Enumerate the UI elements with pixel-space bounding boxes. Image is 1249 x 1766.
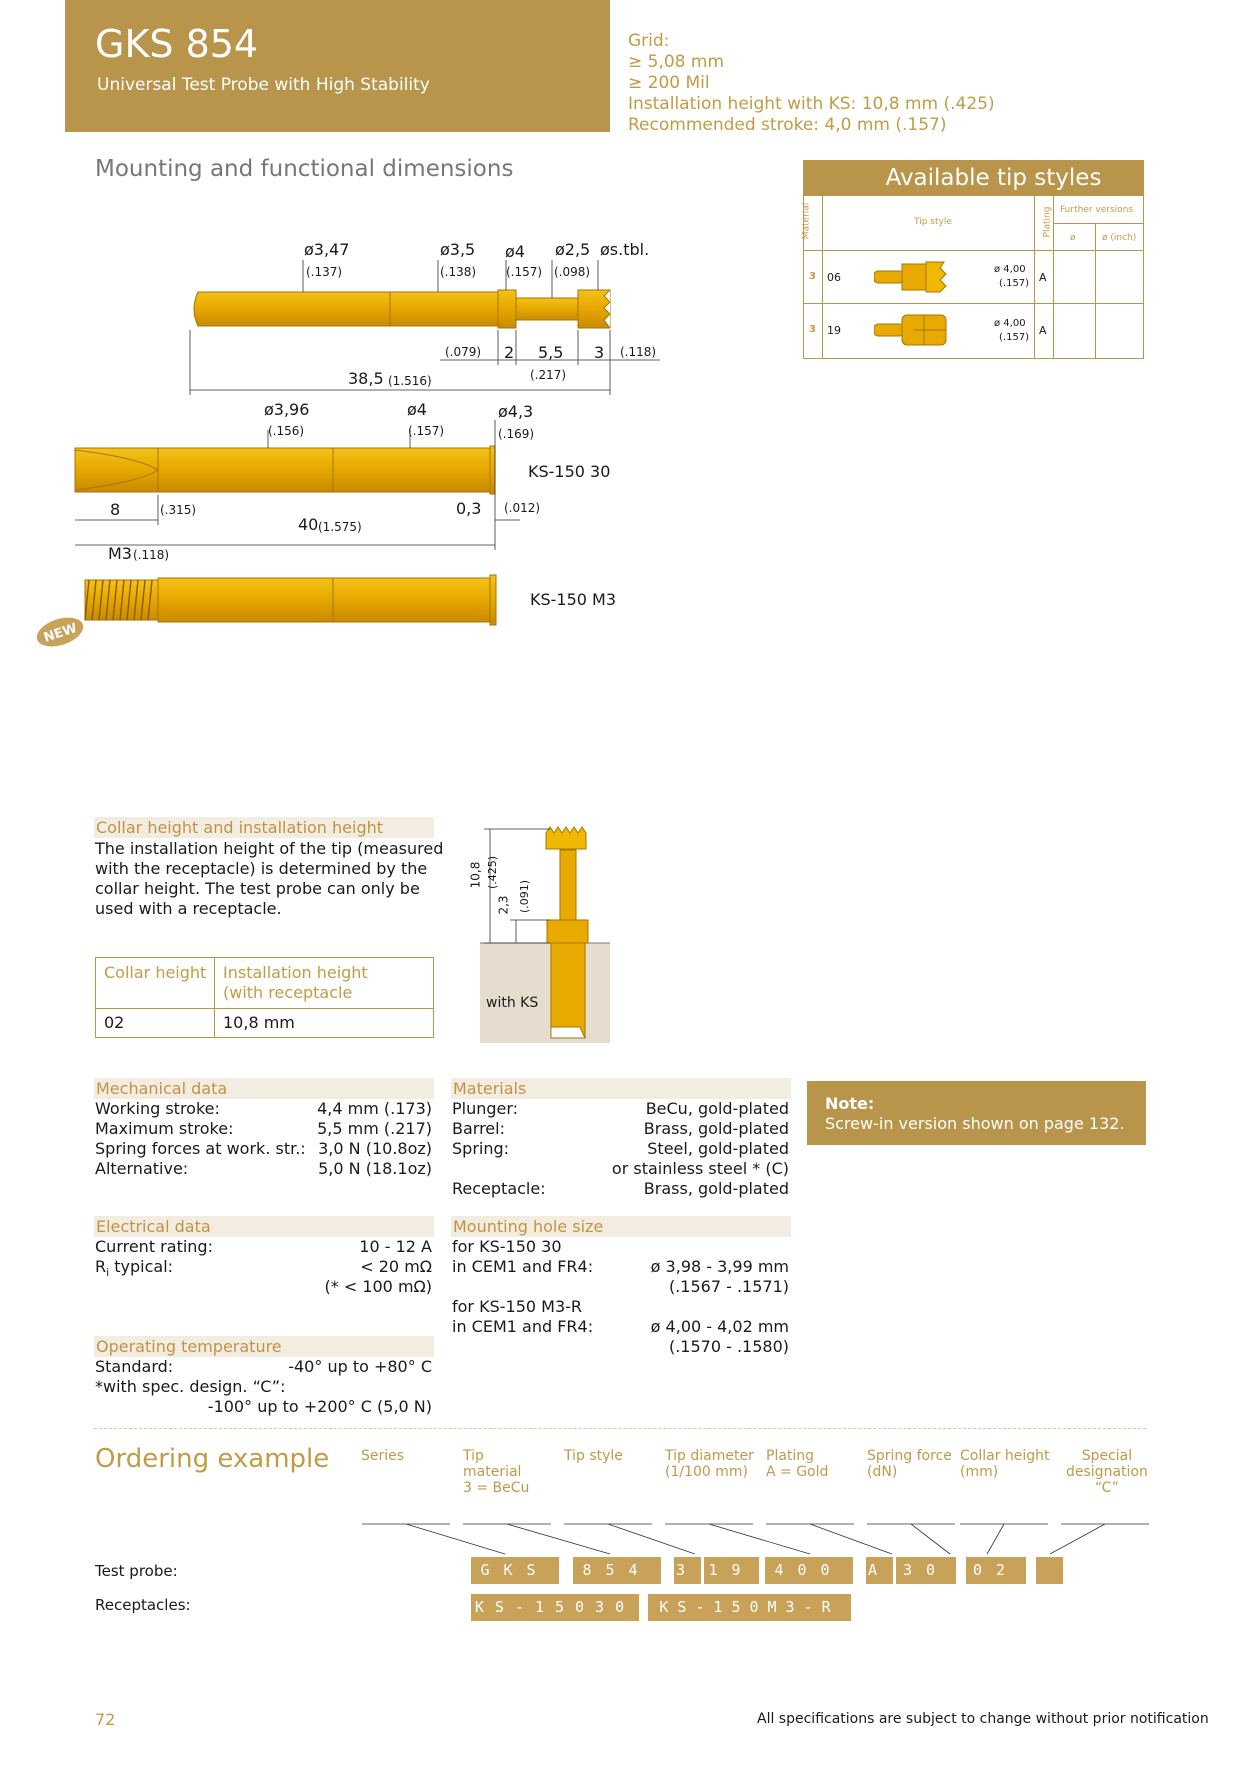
receptacle-box-ks30: KS-15030 [471,1594,639,1621]
temp-standard-value: -40° up to +80° C [288,1357,432,1376]
dim-dia-25: ø2,5 [555,240,591,259]
order-label-series: Series [361,1448,405,1464]
test-probe-label: Test probe: [95,1562,178,1580]
tips-col-further: Further versions [1060,205,1134,215]
receptacles-label: Receptacles: [95,1596,191,1614]
ks30-dim-4-inch: (.157) [408,424,445,438]
dim-2: 2 [504,343,515,362]
ordering-title: Ordering example [95,1444,330,1474]
tips-col-dia: ø [1070,233,1076,243]
order-label-tip-style: Tip style [564,1448,623,1464]
tip-row-19-code: 19 [827,324,841,337]
mat-receptacle-value: Brass, gold-plated [643,1179,789,1198]
materials-title: Materials [451,1078,791,1099]
order-label-plating: Plating A = Gold [766,1448,829,1480]
order-box-plating: A [866,1557,893,1584]
ks-150-m3-drawing [85,575,496,625]
hole-b2: in CEM1 and FR4: [452,1317,594,1336]
hole-a-value-2: (.1567 - .1571) [668,1277,789,1296]
temp-special-value: -100° up to +200° C (5,0 N) [207,1397,432,1416]
mech-value-3: 5,0 N (18.1oz) [318,1159,432,1178]
dim-dia-4-inch: (.157) [506,265,543,279]
mech-label-3: Alternative: [95,1159,189,1178]
grid-mm: ≥ 5,08 mm [628,52,725,72]
dim-385-inch: (1.516) [388,374,432,388]
order-box-diameter: 400 [765,1557,853,1584]
elec-ri-value: < 20 mΩ [360,1257,432,1276]
ordering-connectors [0,1520,1249,1560]
order-box-spring-force: 30 [896,1557,956,1584]
tip-row-19-inch: (.157) [999,332,1030,343]
product-subtitle: Universal Test Probe with High Stability [97,75,430,95]
tips-col-dia-inch: ø (inch) [1102,233,1137,243]
tip-row-19-dia: ø 4,00 [994,318,1026,329]
mat-plunger-label: Plunger: [452,1099,519,1118]
tip-row-06-dia: ø 4,00 [994,264,1026,275]
header-banner [65,0,610,132]
mounting-title: Mounting and functional dimensions [95,156,514,182]
collar-text-3: collar height. The test probe can only be [95,879,420,898]
new-badge-text: NEW [41,621,80,646]
m3-thread: M3 [108,544,132,563]
mat-spring-label: Spring: [452,1139,510,1158]
order-label-tip-diameter: Tip diameter (1/100 mm) [665,1448,754,1480]
tip-styles-panel [803,160,1144,359]
dim-dia-4: ø4 [505,242,525,261]
tip-row-19-material: 3 [809,324,816,335]
dim-55: 5,5 [538,343,564,362]
order-box-tip-style: 19 [704,1557,759,1584]
ks30-dim-4: ø4 [407,400,427,419]
grid-mil: ≥ 200 Mil [628,73,710,93]
mech-value-1: 5,5 mm (.217) [317,1119,432,1138]
mat-spring-value-2: or stainless steel * (C) [611,1159,789,1178]
installation-height: Installation height with KS: 10,8 mm (.425) [628,94,995,114]
tip-row-19-plating: A [1039,324,1047,337]
collar-text-1: The installation height of the tip (measured [95,839,444,858]
hole-a2: in CEM1 and FR4: [452,1257,594,1276]
mounting-hole-title: Mounting hole size [451,1216,791,1237]
dim-dia-tbl: øs.tbl. [600,240,650,259]
hole-b-value-2: (.1570 - .1580) [668,1337,789,1356]
grid-label: Grid: [628,31,670,51]
elec-ri-label: $R_i$ typical: [95,1257,174,1280]
collar-fig-h2: 2,3 [496,895,511,915]
collar-fig-label: with KS [486,995,539,1011]
hole-a-value: ø 3,98 - 3,99 mm [650,1257,789,1276]
dim-dia-25-inch: (.098) [554,265,591,279]
order-label-spring-force: Spring force (dN) [867,1448,952,1480]
tips-col-tip-style: Tip style [914,217,952,227]
hole-b1: for KS-150 M3-R [452,1297,583,1316]
tips-col-plating: Plating [1042,206,1053,238]
electrical-title: Electrical data [94,1216,434,1237]
order-box-material: 3 [674,1557,701,1584]
ks30-dim-8-inch: (.315) [160,503,197,517]
page-number: 72 [95,1710,116,1729]
mat-plunger-value: BeCu, gold-plated [645,1099,789,1118]
ks-150-30-drawing [75,446,495,494]
m3-thread-inch: (.118) [133,548,170,562]
ks30-dim-43: ø4,3 [498,402,534,421]
dim-dia-347: ø3,47 [304,240,350,259]
receptacle-box-ksm3: KS-150M3-R [648,1594,851,1621]
ks30-dim-43-inch: (.169) [498,427,535,441]
tip-styles-title-bar [804,161,1143,196]
order-box-type: 854 [573,1557,661,1584]
header-specs [628,31,995,136]
tip-06-image [874,256,954,296]
mat-barrel-label: Barrel: [452,1119,505,1138]
dim-079: (.079) [445,345,482,359]
new-badge [33,612,87,650]
collar-col-installation: Installation height [223,963,368,982]
dim-217: (.217) [530,368,567,382]
dim-3: 3 [594,343,605,362]
dim-118: (.118) [620,345,657,359]
tip-styles-title: Available tip styles [885,165,1102,191]
collar-fig-h1-inch: (.425) [486,855,500,890]
dim-dia-347-inch: (.137) [306,265,343,279]
note-box [807,1081,1146,1145]
ks30-label: KS-150 30 [528,462,611,481]
ks30-dim-396-inch: (.156) [268,424,305,438]
temperature-title: Operating temperature [94,1336,434,1357]
ksm3-label: KS-150 M3 [530,590,617,609]
elec-current-value: 10 - 12 A [359,1237,432,1256]
probe-drawing [194,290,610,328]
order-label-special: Special designation “C” [1066,1448,1148,1496]
dimension-drawing [0,230,700,650]
collar-section-title: Collar height and installation height [94,817,434,838]
note-title: Note: [825,1094,875,1113]
tip-19-image [874,309,954,349]
collar-table [95,957,434,1038]
ks30-dim-40-inch: (1.575) [318,520,362,534]
tip-row-06-plating: A [1039,271,1047,284]
order-box-collar-height: 02 [966,1557,1026,1584]
mech-label-2: Spring forces at work. str.: [95,1139,306,1158]
mech-value-0: 4,4 mm (.173) [317,1099,432,1118]
collar-value-installation: 10,8 mm [223,1013,295,1032]
product-title: GKS 854 [95,22,259,66]
collar-value-height: 02 [104,1013,125,1032]
hole-b-value: ø 4,00 - 4,02 mm [650,1317,789,1336]
mechanical-title: Mechanical data [94,1078,434,1099]
dim-dia-35: ø3,5 [440,240,476,259]
hole-a1: for KS-150 30 [452,1237,562,1256]
mat-receptacle-label: Receptacle: [452,1179,546,1198]
mech-label-1: Maximum stroke: [95,1119,234,1138]
temp-standard-label: Standard: [95,1357,174,1376]
order-box-special [1036,1557,1063,1584]
dim-dia-35-inch: (.138) [440,265,477,279]
ks30-dim-03: 0,3 [456,499,482,518]
collar-col-receptacle: (with receptacle [223,983,353,1002]
ks30-dim-8: 8 [110,500,121,519]
footer-disclaimer: All specifications are subject to change without prior notification [757,1711,1209,1727]
tip-row-06-code: 06 [827,271,841,284]
ks30-dim-40: 40 [298,515,319,534]
collar-fig-h1: 10,8 [468,861,483,889]
collar-col-height: Collar height [104,963,207,982]
note-text: Screw-in version shown on page 132. [825,1114,1125,1133]
mech-label-0: Working stroke: [95,1099,220,1118]
collar-fig-h2-inch: (.091) [518,879,532,914]
dim-385: 38,5 [348,369,384,388]
tip-row-06-inch: (.157) [999,278,1030,289]
collar-text-4: used with a receptacle. [95,899,282,918]
mat-barrel-value: Brass, gold-plated [643,1119,789,1138]
mech-value-2: 3,0 N (10.8oz) [318,1139,432,1158]
ks30-dim-396: ø3,96 [264,400,310,419]
order-label-collar-height: Collar height (mm) [960,1448,1050,1480]
tips-col-material: Material [801,202,812,240]
collar-text-2: with the receptacle) is determined by the [95,859,428,878]
elec-ri-value-2: (* < 100 mΩ) [324,1277,432,1296]
order-label-tip-material: Tip material 3 = BeCu [463,1448,530,1496]
ks30-dim-03-inch: (.012) [504,501,541,515]
order-box-series: GKS [471,1557,559,1584]
recommended-stroke: Recommended stroke: 4,0 mm (.157) [628,115,947,135]
elec-current-label: Current rating: [95,1237,213,1256]
tip-row-06-material: 3 [809,271,816,282]
mat-spring-value: Steel, gold-plated [647,1139,789,1158]
temp-special-label: *with spec. design. “C”: [95,1377,286,1396]
